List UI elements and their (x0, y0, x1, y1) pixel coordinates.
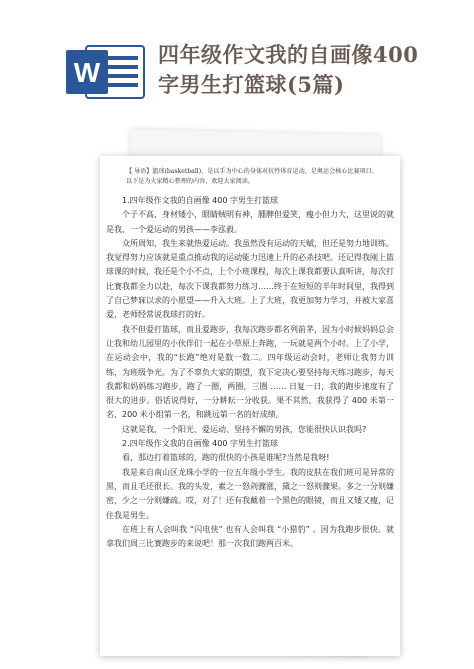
page-title (158, 40, 458, 100)
body-paragraph: 我是来自南山区龙珠小学的一位五年级小学生。我的皮肤在我们班可是异常的黑，而且毛还很长。我的头发，素之一怒剑骤涨，黛之一怒则骤果。多之一分则嫌密，少之一分则嫌疏。哎，对了！还有我戴着一个黑色的眼镜，而且又矮又瘦，记住我是男生。 (106, 467, 394, 520)
document-page (100, 156, 400, 656)
word-letter: W (73, 57, 101, 88)
document-body (106, 194, 394, 551)
word-document-icon (64, 44, 146, 100)
title-line-1: 四年级作文我的自画像400 (158, 42, 419, 67)
section-heading: 2.四年级作文我的自画像 400 字男生打篮球 (122, 439, 278, 449)
body-paragraph: 个子不高，身材矮小，眼睛贼明有神，腫脾但爱笑，瘦小但力大，这里说的就是我，一个爱运动的男孩——李泓毅。 (106, 210, 394, 234)
intro-text: 【 导语】篮球(basketball)，是以手为中心的身体对抗性体育运动，是奥运会核心比赛项目。以下是为大家精心整理的内容，欢迎大家阅读。 (126, 168, 378, 185)
body-paragraph: 这就是我，一个阳光、爱运动、坚持不懈的男孩，您能很快认识我吗? (122, 424, 367, 434)
title-line-2: 字男生打篮球(5篇) (158, 72, 345, 97)
body-paragraph: 看，那边打着篮球的，跑的很快的小孩是谁呢?当然是我呀! (122, 453, 330, 463)
body-paragraph: 我不但爱打篮球，而且爱跑步，我每次跑步都名列前茅，因为小时候妈妈总会让我和幼儿园里的小伙伴们一起在小草原上奔跑，一玩就是两个小时。上了小学，在运动会中，我的“长跑”绝对是数一数二。四年级运动会时，老师让我努力训练，为班级争光。为了不辜负大家的期望，我下定决心要坚持每天练习跑步，每天我都和妈妈练习跑步，跑了一圈，两圈，三圈 …… 日复一日，我的跑步速度有了很大的进步。俗话说得好，一分耕耘一分收获。果不其然，我获得了 400 米第一名，200 米小组第一名，和跳远第一名的好成绩。 (106, 324, 394, 420)
body-paragraph: 众所周知，我生来就热爱运动。我虽然没有运动的天赋，但还是努力地训练。我觉得努力应该就是重点推动我的运动能力迅速上升的必杀技吧。还记得我刚上篮球课的时候，我还是个小不点，上个小班课程，每次上课我都要认真听讲，每次打比赛我都全力以赴，每次下课我都努力练习……终于在短短的半年时间里，我得到了自己梦寐以求的小愿望——升入大班。上了大班，我更加努力学习，并被大家喜爱，老师经常说我球打的好。 (106, 238, 394, 320)
section-heading: 1.四年级作文我的自画像 400 字男生打篮球 (122, 196, 278, 205)
body-paragraph: 在班上有人会叫我 “闪电侠” 也有人会叫我 “小猎豹” 。因为我跑步很快。就拿我们周三比赛跑步的来说吧！那一次我们跑两百米。 (106, 524, 394, 549)
header (0, 0, 474, 115)
